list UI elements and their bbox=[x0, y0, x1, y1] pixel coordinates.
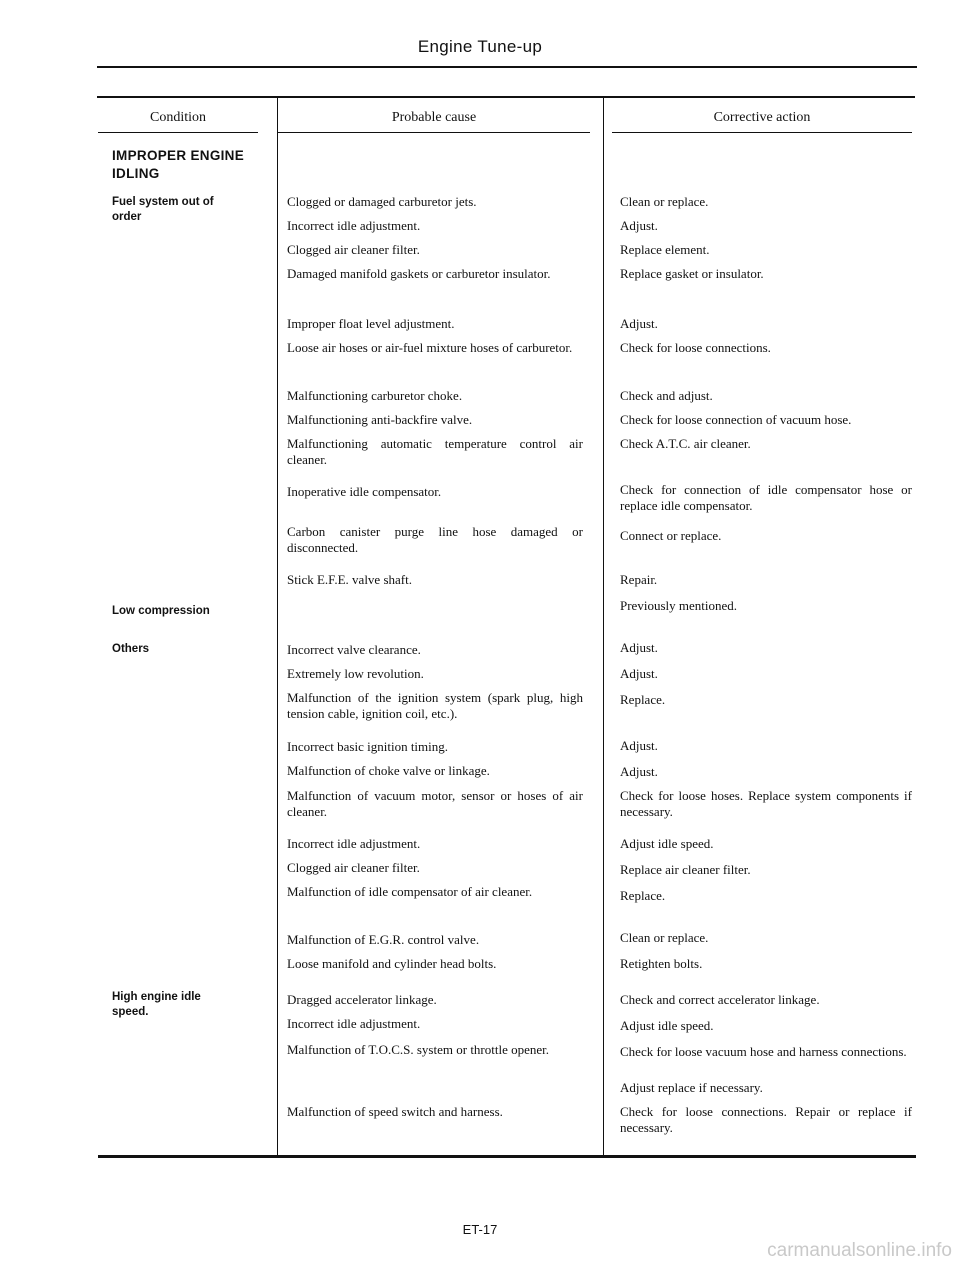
cause-item: Incorrect basic ignition timing. bbox=[287, 739, 449, 754]
column-divider-1 bbox=[277, 96, 278, 1158]
table-top-rule bbox=[97, 96, 915, 98]
action-item: Check for loose hoses. Replace system components if necessary. bbox=[620, 788, 912, 819]
condition-high-engine-idle-speed: High engine idle speed. bbox=[112, 991, 201, 1018]
cause-item: Malfunction of idle compensator of air cleaner. bbox=[287, 884, 533, 899]
action-item: Adjust. bbox=[620, 316, 658, 331]
header-corrective-action: Corrective action bbox=[713, 110, 811, 125]
header-condition: Condition bbox=[149, 110, 206, 125]
action-item: Adjust idle speed. bbox=[620, 836, 714, 851]
top-rule bbox=[97, 66, 917, 68]
action-item: Adjust replace if necessary. bbox=[620, 1080, 763, 1095]
cause-item: Loose manifold and cylinder head bolts. bbox=[287, 956, 497, 971]
action-item: Retighten bolts. bbox=[620, 956, 703, 971]
cause-item: Dragged accelerator linkage. bbox=[287, 992, 437, 1007]
cause-item: Carbon canister purge line hose damaged or disconnected. bbox=[287, 524, 583, 555]
table-bottom-rule bbox=[98, 1155, 916, 1158]
action-item: Clean or replace. bbox=[620, 930, 709, 945]
header-probable-cause: Probable cause bbox=[391, 110, 477, 125]
action-item: Check and correct accelerator linkage. bbox=[620, 992, 820, 1007]
cause-item: Malfunctioning automatic temperature control air cleaner. bbox=[287, 436, 583, 467]
action-item: Adjust. bbox=[620, 666, 658, 681]
cause-item: Clogged air cleaner filter. bbox=[287, 242, 420, 257]
condition-others: Others bbox=[112, 643, 150, 655]
action-item: Check for loose connection of vacuum hose. bbox=[620, 412, 852, 427]
cause-item: Malfunctioning anti-backfire valve. bbox=[287, 412, 473, 427]
action-item: Replace. bbox=[620, 888, 666, 903]
cause-item: Incorrect idle adjustment. bbox=[287, 836, 421, 851]
action-item: Replace gasket or insulator. bbox=[620, 266, 764, 281]
page-number: ET-17 bbox=[462, 1222, 498, 1237]
cause-item: Incorrect valve clearance. bbox=[287, 642, 421, 657]
action-item: Check A.T.C. air cleaner. bbox=[620, 436, 751, 451]
header-rule-condition bbox=[98, 132, 258, 133]
cause-item: Inoperative idle compensator. bbox=[287, 484, 442, 499]
cause-item: Extremely low revolution. bbox=[287, 666, 424, 681]
cause-item: Malfunction of vacuum motor, sensor or hoses of air cleaner. bbox=[287, 788, 583, 819]
watermark: carmanualsonline.info bbox=[767, 1240, 952, 1261]
action-item: Adjust. bbox=[620, 218, 658, 233]
condition-improper-engine-idling: IMPROPER ENGINE IDLING bbox=[112, 148, 245, 181]
column-divider-2 bbox=[603, 96, 604, 1158]
action-item: Previously mentioned. bbox=[620, 598, 737, 613]
action-item: Check for loose connections. bbox=[620, 340, 771, 355]
condition-low-compression: Low compression bbox=[112, 605, 210, 617]
header-rule-cause bbox=[278, 132, 590, 133]
cause-item: Damaged manifold gaskets or carburetor insulator. bbox=[287, 266, 551, 281]
cause-item: Stick E.F.E. valve shaft. bbox=[287, 572, 412, 587]
header-rule-action bbox=[612, 132, 912, 133]
cause-item: Clogged air cleaner filter. bbox=[287, 860, 420, 875]
cause-item: Malfunction of E.G.R. control valve. bbox=[287, 932, 480, 947]
cause-item: Malfunctioning carburetor choke. bbox=[287, 388, 463, 403]
page-title: Engine Tune-up bbox=[417, 37, 543, 56]
action-item: Replace air cleaner filter. bbox=[620, 862, 751, 877]
action-item: Check for loose connections. Repair or replace if necessary. bbox=[620, 1104, 912, 1135]
cause-item: Incorrect idle adjustment. bbox=[287, 218, 421, 233]
action-item: Check for connection of idle compensator hose or replace idle compensator. bbox=[620, 482, 912, 513]
cause-item: Clogged or damaged carburetor jets. bbox=[287, 194, 477, 209]
action-item: Repair. bbox=[620, 572, 658, 587]
cause-item: Malfunction of T.O.C.S. system or throttle opener. bbox=[287, 1042, 550, 1057]
action-item: Check and adjust. bbox=[620, 388, 713, 403]
cause-item: Malfunction of choke valve or linkage. bbox=[287, 763, 490, 778]
cause-item: Incorrect idle adjustment. bbox=[287, 1016, 421, 1031]
cause-item: Loose air hoses or air-fuel mixture hoses of carburetor. bbox=[287, 340, 573, 355]
action-item: Adjust idle speed. bbox=[620, 1018, 714, 1033]
action-item: Replace. bbox=[620, 692, 666, 707]
action-item: Check for loose vacuum hose and harness connections. bbox=[620, 1044, 907, 1059]
action-item: Adjust. bbox=[620, 764, 658, 779]
action-item: Adjust. bbox=[620, 738, 658, 753]
action-item: Connect or replace. bbox=[620, 528, 722, 543]
cause-item: Malfunction of the ignition system (spark plug, high tension cable, ignition coil, etc.). bbox=[287, 690, 583, 721]
action-item: Clean or replace. bbox=[620, 194, 709, 209]
action-item: Adjust. bbox=[620, 640, 658, 655]
condition-fuel-system: Fuel system out of order bbox=[112, 196, 214, 223]
cause-item: Malfunction of speed switch and harness. bbox=[287, 1104, 503, 1119]
cause-item: Improper float level adjustment. bbox=[287, 316, 455, 331]
action-item: Replace element. bbox=[620, 242, 710, 257]
